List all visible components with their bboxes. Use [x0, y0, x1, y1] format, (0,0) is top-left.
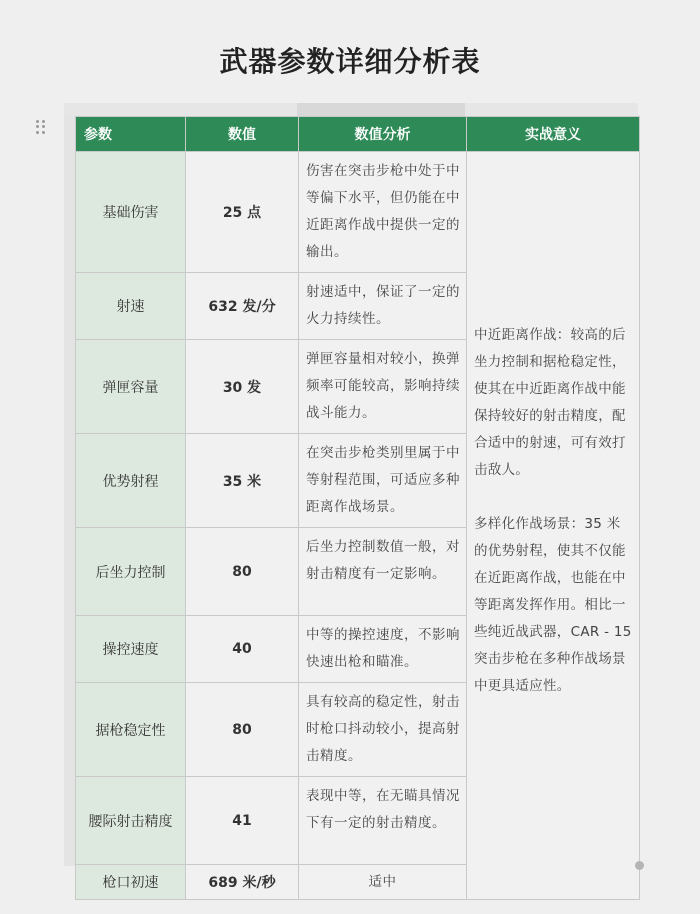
header-significance: 实战意义 — [467, 117, 640, 152]
value-cell: 80 — [186, 683, 299, 777]
resize-handle[interactable] — [635, 861, 644, 870]
param-cell: 射速 — [76, 273, 186, 340]
param-cell: 优势射程 — [76, 434, 186, 528]
analysis-cell: 弹匣容量相对较小，换弹频率可能较高，影响持续战斗能力。 — [299, 340, 467, 434]
significance-para-2: 多样化作战场景：35 米的优势射程，使其不仅能在近距离作战，也能在中等距离发挥作用。相比一些纯近战武器，CAR - 15 突击步枪在多种作战场景中更具适应性。 — [474, 516, 632, 694]
param-cell: 后坐力控制 — [76, 528, 186, 616]
analysis-cell: 表现中等，在无瞄具情况下有一定的射击精度。 — [299, 777, 467, 865]
param-cell: 操控速度 — [76, 616, 186, 683]
analysis-cell: 射速适中，保证了一定的火力持续性。 — [299, 273, 467, 340]
drag-handle-icon[interactable] — [36, 120, 46, 134]
page-title: 武器参数详细分析表 — [219, 45, 481, 78]
weapon-param-table — [75, 116, 640, 900]
table-row — [76, 152, 640, 273]
header-analysis: 数值分析 — [299, 117, 467, 152]
value-cell: 30 发 — [186, 340, 299, 434]
value-cell: 35 米 — [186, 434, 299, 528]
column-selector-active — [297, 103, 465, 116]
analysis-cell: 具有较高的稳定性，射击时枪口抖动较小，提高射击精度。 — [299, 683, 467, 777]
analysis-cell: 伤害在突击步枪中处于中等偏下水平，但仍能在中近距离作战中提供一定的输出。 — [299, 152, 467, 273]
value-cell: 25 点 — [186, 152, 299, 273]
row-selector-bar[interactable] — [64, 116, 75, 866]
header-param: 参数 — [76, 117, 186, 152]
analysis-cell: 在突击步枪类别里属于中等射程范围，可适应多种距离作战场景。 — [299, 434, 467, 528]
param-cell: 枪口初速 — [76, 865, 186, 900]
significance-cell — [467, 152, 640, 900]
analysis-cell: 适中 — [299, 865, 467, 900]
value-cell: 632 发/分 — [186, 273, 299, 340]
value-cell: 40 — [186, 616, 299, 683]
table-header-row — [76, 117, 640, 152]
param-cell: 据枪稳定性 — [76, 683, 186, 777]
column-selector-bar[interactable] — [64, 103, 638, 116]
value-cell: 689 米/秒 — [186, 865, 299, 900]
value-cell: 80 — [186, 528, 299, 616]
param-cell: 弹匣容量 — [76, 340, 186, 434]
analysis-cell: 中等的操控速度，不影响快速出枪和瞄准。 — [299, 616, 467, 683]
param-cell: 基础伤害 — [76, 152, 186, 273]
significance-para-1: 中近距离作战：较高的后坐力控制和据枪稳定性，使其在中近距离作战中能保持较好的射击精度，配合适中的射速，可有效打击敌人。 — [474, 327, 626, 478]
header-value: 数值 — [186, 117, 299, 152]
analysis-cell: 后坐力控制数值一般，对射击精度有一定影响。 — [299, 528, 467, 616]
param-cell: 腰际射击精度 — [76, 777, 186, 865]
value-cell: 41 — [186, 777, 299, 865]
